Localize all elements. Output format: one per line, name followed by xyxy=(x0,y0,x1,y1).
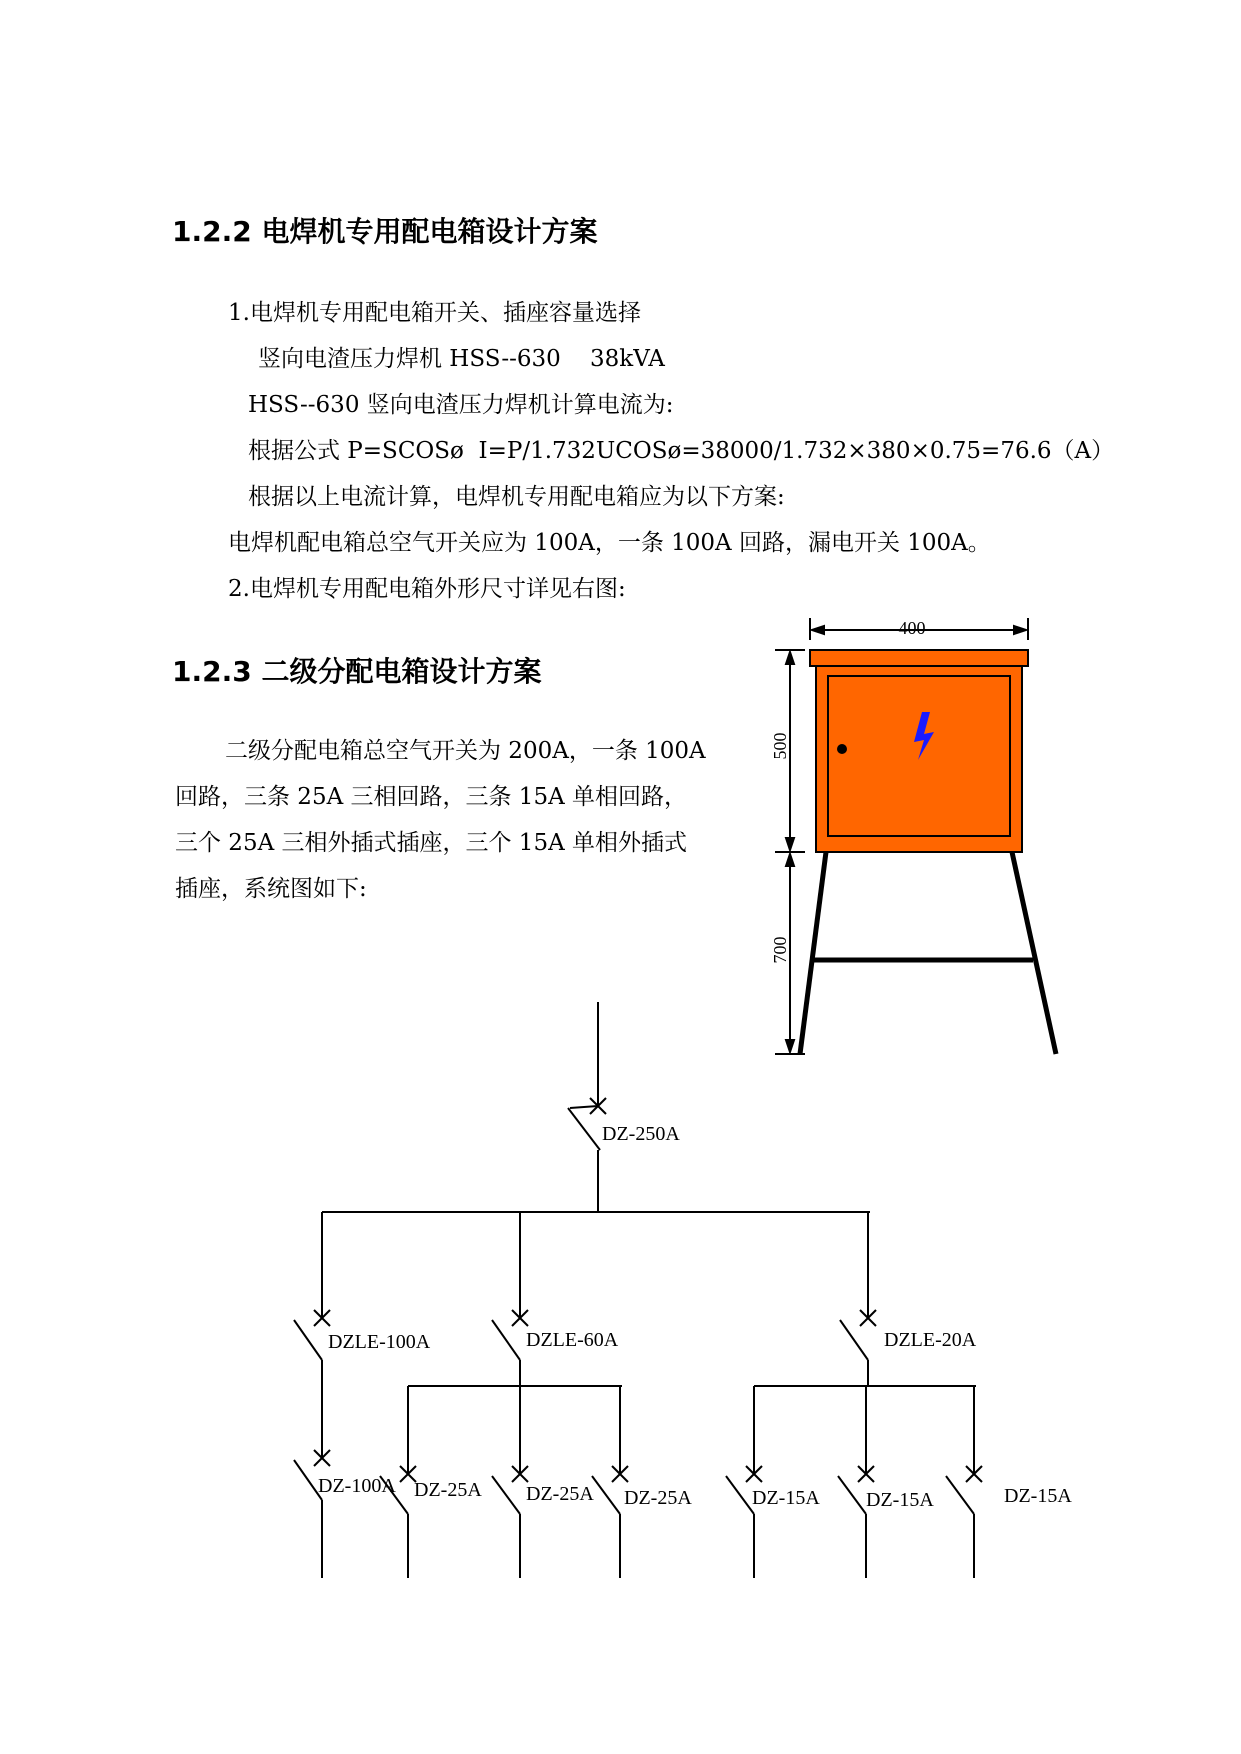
box-stand xyxy=(800,852,1056,1054)
paragraph-line-1: 二级分配电箱总空气开关为 200A，一条 100A xyxy=(225,738,706,764)
sub-breaker-label-5: DZ-15A xyxy=(752,1487,820,1509)
box-body xyxy=(816,666,1022,852)
dim-width-label: 400 xyxy=(898,618,926,638)
sub-breaker-label-6: DZ-15A xyxy=(866,1489,934,1511)
formula-text: 根据公式 P=SCOSø I=P/1.732UCOSø=38000/1.732×380×0.75=76.6（A） xyxy=(248,438,1115,464)
section-heading-1-2-3: 1.2.3 二级分配电箱设计方案 xyxy=(172,655,542,688)
item-1-text: 1.电焊机专用配电箱开关、插座容量选择 xyxy=(228,300,641,326)
paragraph-line-2: 回路，三条 25A 三相回路，三条 15A 单相回路， xyxy=(175,784,687,810)
door-handle xyxy=(837,744,847,754)
sub-breaker-label-2: DZ-25A xyxy=(414,1479,482,1501)
sub-breaker-label-7: DZ-15A xyxy=(1004,1485,1072,1507)
paragraph-line-3: 三个 25A 三相外插式插座，三个 15A 单相外插式 xyxy=(175,830,687,856)
branch-breaker-label-1: DZLE-100A xyxy=(328,1331,431,1353)
box-door xyxy=(828,676,1010,836)
calc-intro-text: HSS--630 竖向电渣压力焊机计算电流为: xyxy=(248,392,674,418)
plan-detail-text: 电焊机配电箱总空气开关应为 100A，一条 100A 回路，漏电开关 100A。 xyxy=(228,530,991,556)
sub-breaker-label-4: DZ-25A xyxy=(624,1487,692,1509)
lightning-bolt-icon xyxy=(914,712,934,760)
dim-box-height-label: 500 xyxy=(770,732,790,760)
sub-breaker-label-3: DZ-25A xyxy=(526,1483,594,1505)
sub-breaker-label-1: DZ-100A xyxy=(318,1475,396,1497)
section-heading-1-2-2: 1.2.2 电焊机专用配电箱设计方案 xyxy=(172,215,598,248)
branch-breaker-label-2: DZLE-60A xyxy=(526,1329,619,1351)
machine-spec-text: 竖向电渣压力焊机 HSS--630 38kVA xyxy=(258,346,665,372)
box-lid xyxy=(810,650,1028,666)
item-2-text: 2.电焊机专用配电箱外形尺寸详见右图: xyxy=(228,576,626,602)
paragraph-line-4: 插座，系统图如下: xyxy=(175,876,367,902)
branch-breaker-label-3: DZLE-20A xyxy=(884,1329,977,1351)
plan-intro-text: 根据以上电流计算，电焊机专用配电箱应为以下方案: xyxy=(248,484,785,510)
main-breaker-label: DZ-250A xyxy=(602,1123,680,1145)
dim-leg-height-label: 700 xyxy=(770,936,790,964)
